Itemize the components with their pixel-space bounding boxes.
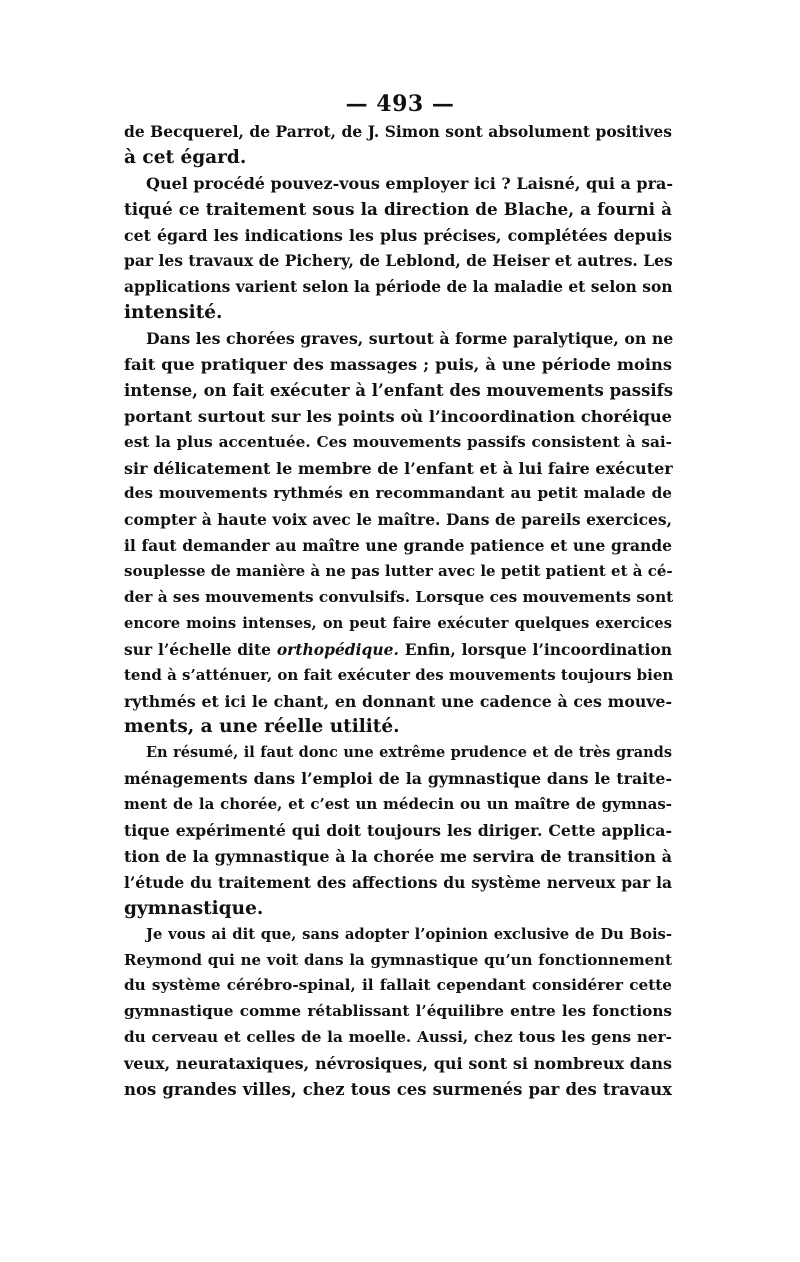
text-line: de Becquerel, de Parrot, de J. Simon sont absolument positives bbox=[124, 122, 672, 141]
text-line: Quel procédé pouvez-vous employer ici ? Laisné, qui a pra- bbox=[146, 173, 674, 193]
text-line: nos grandes villes, chez tous ces surmenés par des travaux bbox=[124, 1079, 672, 1099]
text-line: compter à haute voix avec le maître. Dans de pareils exercices, bbox=[124, 510, 672, 530]
text-line: l’étude du traitement des affections du système nerveux par la bbox=[124, 872, 672, 892]
text-line: tiqué ce traitement sous la direction de Blache, a fourni à bbox=[124, 198, 672, 219]
text-line: Dans les chorées graves, surtout à forme paralytique, on ne bbox=[146, 329, 674, 349]
text-line: il faut demander au maître une grande patience et une grande bbox=[124, 536, 672, 556]
text-line: Reymond qui ne voit dans la gymnastique qu’un fonctionnement bbox=[124, 950, 672, 969]
page-number: — 493 — bbox=[345, 91, 455, 117]
text-line: ment de la chorée, et c’est un médecin ou un maître de gymnas- bbox=[124, 795, 672, 814]
text-line: portant surtout sur les points où l’incoordination choréique bbox=[124, 406, 672, 426]
text-line: encore moins intenses, on peut faire exécuter quelques exercices bbox=[124, 614, 672, 632]
text-line: gymnastique comme rétablissant l’équilibre entre les fonctions bbox=[124, 1002, 672, 1021]
text-line: sir délicatement le membre de l’enfant et à lui faire exécuter bbox=[124, 458, 673, 478]
text-line: gymnastique. bbox=[124, 897, 264, 919]
text-line: du système cérébro-spinal, il fallait cependant considérer cette bbox=[124, 976, 672, 995]
body-text bbox=[124, 119, 672, 1103]
text-line: cet égard les indications les plus précises, complétées depuis bbox=[124, 225, 672, 245]
text-line: tend à s’atténuer, on fait exécuter des mouvements toujours bien bbox=[124, 665, 674, 684]
text-line: tion de la gymnastique à la chorée me servira de transition à bbox=[124, 846, 672, 866]
text-line: ménagements dans l’emploi de la gymnastique dans le traite- bbox=[124, 769, 672, 789]
text-line: veux, neurataxiques, névrosiques, qui sont si nombreux dans bbox=[124, 1054, 672, 1074]
text-line: applications varient selon la période de la maladie et selon son bbox=[124, 277, 673, 297]
text-line: intense, on fait exécuter à l’enfant des mouvements passifs bbox=[124, 380, 674, 400]
text-line: En résumé, il faut donc une extrême prudence et de très grands bbox=[146, 744, 672, 762]
text-line: Je vous ai dit que, sans adopter l’opinion exclusive de Du Bois- bbox=[146, 925, 672, 943]
text-line: der à ses mouvements convulsifs. Lorsque ces mouvements sont bbox=[124, 588, 674, 607]
text-fragment: sur l’échelle dite bbox=[124, 639, 271, 659]
text-line: tique expérimenté qui doit toujours les diriger. Cette applica- bbox=[124, 821, 672, 841]
text-line: fait que pratiquer des massages ; puis, à une période moins bbox=[124, 355, 672, 375]
text-line: rythmés et ici le chant, en donnant une cadence à ces mouve- bbox=[124, 691, 672, 711]
text-line: souplesse de manière à ne pas lutter avec le petit patient et à cé- bbox=[124, 562, 673, 581]
text-line: du cerveau et celles de la moelle. Aussi, chez tous les gens ner- bbox=[124, 1028, 672, 1047]
text-line: ments, a une réelle utilité. bbox=[124, 716, 400, 738]
text-line: par les travaux de Pichery, de Leblond, de Heiser et autres. Les bbox=[124, 251, 673, 271]
text-fragment: Enfin, lorsque l’incoordination bbox=[404, 639, 672, 659]
text-line-with-italic bbox=[124, 637, 672, 663]
text-line: à cet égard. bbox=[124, 146, 247, 168]
text-line: intensité. bbox=[124, 302, 223, 324]
italic-term: orthopédique. bbox=[276, 639, 399, 659]
text-line: est la plus accentuée. Ces mouvements passifs consistent à sai- bbox=[124, 432, 672, 451]
text-line: des mouvements rythmés en recommandant au petit malade de bbox=[124, 484, 672, 503]
